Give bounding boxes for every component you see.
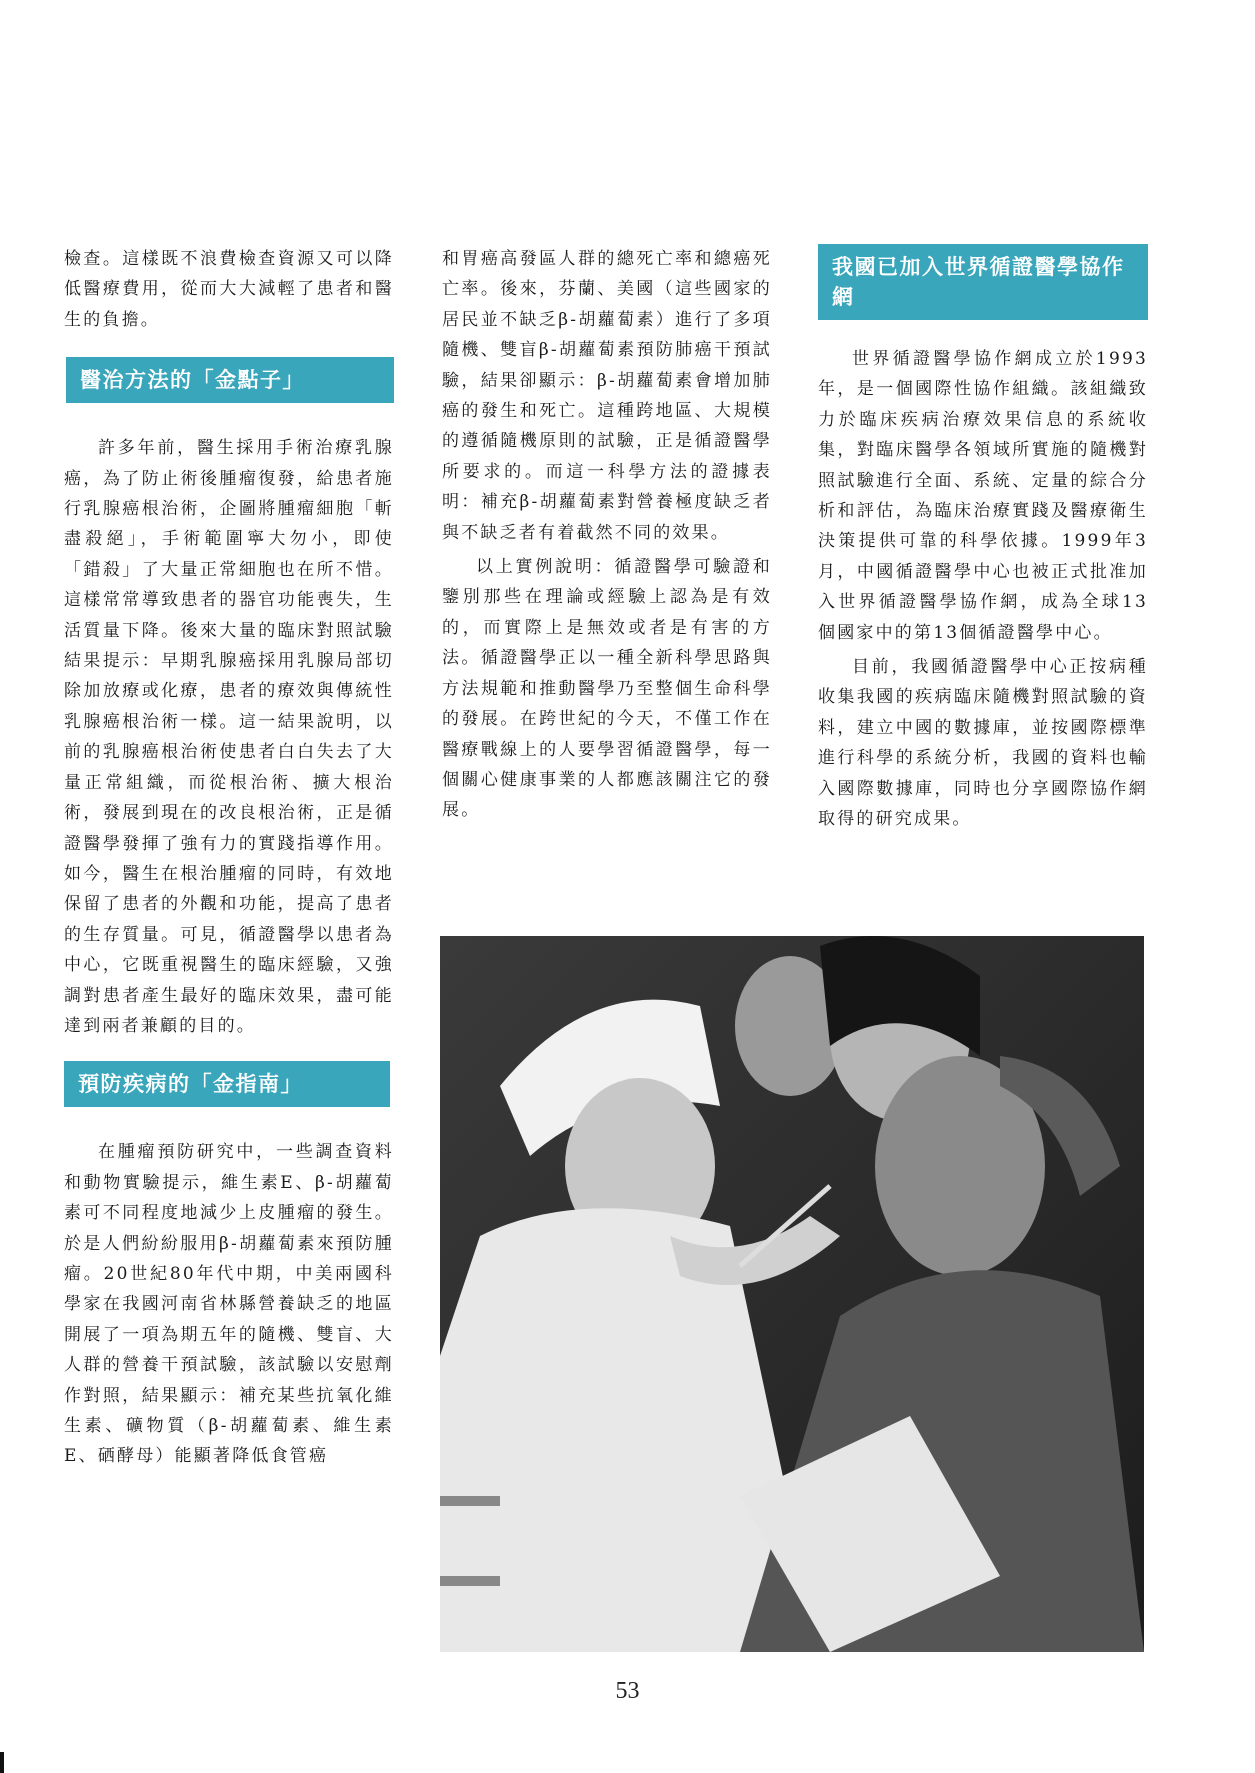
paragraph: 以上實例說明：循證醫學可驗證和鑒別那些在理論或經驗上認為是有效的，而實際上是無效或者是有害的方法。循證醫學正以一種全新科學思路與方法規範和推動醫學乃至整個生命科學的發展。在跨世紀的今天，不僅工作在醫療戰線上的人要學習循證醫學，每一個關心健康事業的人都應該關注它的發展。: [442, 557, 772, 821]
photo-nurse-examining-elderly-patient: [440, 936, 1144, 1652]
paragraph: 檢查。這樣既不浪費檢查資源又可以降低醫療費用，從而大大減輕了患者和醫生的負擔。: [64, 249, 394, 330]
paragraph: 在腫瘤預防研究中，一些調查資料和動物實驗提示，維生素E、β-胡蘿蔔素可不同程度地減少上皮腫瘤的發生。於是人們紛紛服用β-胡蘿蔔素來預防腫瘤。20世紀80年代中期，中美兩國科學家在我國河南省林縣營養缺乏的地區開展了一項為期五年的隨機、雙盲、大人群的營養干預試驗，該試驗以安慰劑作對照，結果顯示：補充某些抗氧化維生素、礦物質（β-胡蘿蔔素、維生素E、硒酵母）能顯著降低食管癌: [64, 1142, 394, 1467]
page-number: 53: [615, 1678, 640, 1704]
paragraph: 許多年前，醫生採用手術治療乳腺癌，為了防止術後腫瘤復發，給患者施行乳腺癌根治術，企圖將腫瘤細胞「斬盡殺絕」，手術範圍寧大勿小，即使「錯殺」了大量正常細胞也在所不惜。這樣常常導致患者的器官功能喪失，生活質量下降。後來大量的臨床對照試驗結果提示：早期乳腺癌採用乳腺局部切除加放療或化療，患者的療效與傳統性乳腺癌根治術一樣。這一結果說明，以前的乳腺癌根治術使患者白白失去了大量正常組織，而從根治術、擴大根治術，發展到現在的改良根治術，正是循證醫學發揮了強有力的實踐指導作用。如今，醫生在根治腫瘤的同時，有效地保留了患者的外觀和功能，提高了患者的生存質量。可見，循證醫學以患者為中心，它既重視醫生的臨床經驗，又強調對患者產生最好的臨床效果，盡可能達到兩者兼顧的目的。: [64, 438, 394, 1036]
paragraph: 和胃癌高發區人群的總死亡率和總癌死亡率。後來，芬蘭、美國（這些國家的居民並不缺乏β-胡蘿蔔素）進行了多項隨機、雙盲β-胡蘿蔔素預防肺癌干預試驗，結果卻顯示：β-胡蘿蔔素會增加肺癌的發生和死亡。這種跨地區、大規模的遵循隨機原則的試驗，正是循證醫學所要求的。而這一科學方法的證據表明：補充β-胡蘿蔔素對營養極度缺乏者與不缺乏者有着截然不同的效果。: [442, 249, 772, 543]
section-heading-treatment: 醫治方法的「金點子」: [66, 357, 394, 403]
section-heading-prevention: 預防疾病的「金指南」: [64, 1061, 390, 1107]
photo-illustration: [440, 936, 1144, 1652]
scan-edge-mark: [0, 1752, 4, 1773]
paragraph: 目前，我國循證醫學中心正按病種收集我國的疾病臨床隨機對照試驗的資料，建立中國的數據庫，並按國際標準進行科學的系統分析，我國的資料也輸入國際數據庫，同時也分享國際協作網取得的研究成果。: [818, 657, 1148, 830]
paragraph: 世界循證醫學協作網成立於1993年，是一個國際性協作組織。該組織致力於臨床疾病治療效果信息的系統收集，對臨床醫學各領域所實施的隨機對照試驗進行全面、系統、定量的綜合分析和評估，為臨床治療實踐及醫療衛生決策提供可靠的科學依據。1999年3月，中國循證醫學中心也被正式批准加入世界循證醫學協作網，成為全球13個國家中的第13個循證醫學中心。: [818, 349, 1148, 643]
column-2: [442, 244, 772, 826]
column-1: [64, 244, 394, 1472]
column-3: [818, 244, 1148, 835]
section-heading-network: 我國已加入世界循證醫學協作網: [818, 244, 1148, 320]
